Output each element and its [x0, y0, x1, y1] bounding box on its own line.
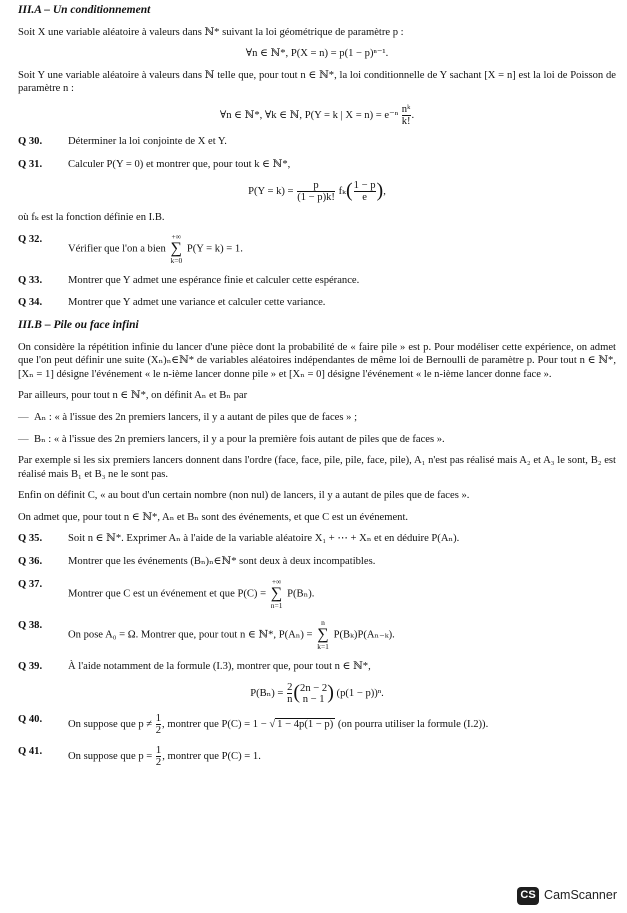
camscanner-logo-icon: CS — [517, 887, 539, 905]
definition-b-text: Bₙ : « à l'issue des 2n premiers lancers, il y a pour la première fois autant de piles que de faces ». — [34, 433, 445, 445]
section-title-b: III.B – Pile ou face infini — [18, 318, 139, 331]
question-number: Q 35. — [18, 533, 43, 545]
binomial-bottom: n − 1 — [302, 693, 325, 705]
q39-tail: (p(1 − p))ⁿ. — [336, 688, 384, 700]
question-text-mid: , montrer que P(C) = 1 − — [162, 719, 267, 731]
paragraph-definitions: Par ailleurs, pour tout n ∈ ℕ*, on définit Aₙ et Bₙ par — [18, 390, 248, 402]
q39-fraction — [287, 682, 292, 705]
fraction-numerator: 1 — [155, 713, 162, 725]
question-text: Montrer que Y admet une variance et calculer cette variance. — [68, 297, 326, 309]
half-fraction — [156, 745, 161, 768]
question-number: Q 41. — [18, 746, 43, 758]
question-30 — [18, 135, 616, 149]
camscanner-watermark — [517, 887, 617, 905]
poisson-fraction — [402, 104, 411, 127]
poisson-lhs: ∀n ∈ ℕ*, ∀k ∈ ℕ, P(Y = k | X = n) = e⁻ⁿ — [219, 109, 399, 121]
section-title-a: III.A – Un conditionnement — [18, 4, 151, 16]
question-32 — [18, 233, 616, 265]
q31-fraction-2 — [354, 180, 376, 203]
sum-symbol: +∞ ∑ n=1 — [270, 576, 283, 610]
geometric-law-formula: ∀n ∈ ℕ*, P(X = n) = p(1 − p)ⁿ⁻¹. — [245, 48, 389, 60]
fraction-denominator: 2 — [155, 757, 162, 769]
question-number: Q 40. — [18, 714, 43, 726]
question-text: Montrer que Y admet une espérance finie et calculer cette espérance. — [68, 274, 360, 286]
question-36 — [18, 555, 616, 569]
question-number: Q 39. — [18, 660, 43, 672]
fraction-numerator: 2 — [287, 682, 293, 694]
question-33 — [18, 274, 616, 288]
question-text — [68, 578, 616, 610]
question-number: Q 31. — [18, 158, 43, 170]
q31-formula: P(Y = k) = $\frac{p}{(1 - p)k!}$ fₖ( $\frac{1 - p}{e}$ ), — [248, 179, 386, 204]
y-definition-paragraph: Soit Y une variable aléatoire à valeurs dans ℕ telle que, pour tout n ∈ ℕ*, la loi conditionnelle de Y sachant [X = n] est la loi de Poisson de paramètre n : — [18, 69, 616, 95]
document-page — [18, 4, 616, 777]
fraction-denominator: n — [287, 694, 293, 706]
fraction-denominator: e — [354, 191, 376, 203]
q31-fraction-1 — [297, 180, 335, 203]
question-text-lead: Vérifier que l'on a bien — [68, 243, 166, 255]
question-text-lead: On suppose que p = — [68, 751, 153, 763]
sum-upper-limit: +∞ — [271, 576, 282, 586]
question-text — [68, 619, 616, 651]
question-38 — [18, 619, 616, 651]
fraction-numerator: 1 — [155, 745, 162, 757]
paragraph-example: Par exemple si les six premiers lancers donnent dans l'ordre (face, face, pile, pile, face, pile), A₁ n'est pas réalisé mais A₂ et A₃ le sont, B₂ est réalisé mais B₁ et B₃ ne le sont pas. — [18, 455, 616, 480]
fraction-numerator: 1 − p — [353, 180, 376, 192]
definition-a-text: Aₙ : « à l'issue des 2n premiers lancers, il y a autant de piles que de faces » ; — [34, 411, 358, 423]
question-number: Q 33. — [18, 274, 43, 286]
paragraph-experiment: On considère la répétition infinie du lancer d'une pièce dont la probabilité de « faire pile » est p. Pour modéliser cette expérience, on admet que l'on peut définir une suite (Xₙ)ₙ∈ℕ* de variables aléatoires indépendantes de même loi de Bernoulli de paramètre p. Pour tout n ∈ ℕ*, [Xₙ = 1] désigne l'événement « le n-ième lancer donne pile » et [Xₙ = 0] désigne l'événement « le n-ième lancer donne face ». — [18, 341, 616, 380]
question-text — [68, 745, 616, 768]
q31-note: où fₖ est la fonction définie en I.B. — [18, 212, 165, 224]
question-text: Montrer que les événements (Bₙ)ₙ∈ℕ* sont deux à deux incompatibles. — [68, 556, 376, 568]
question-text: Déterminer la loi conjointe de X et Y. — [68, 135, 227, 147]
q39-formula: P(Bₙ) = $\frac{2}{n}$ ( 2n − 2 n − 1 ) (p(1 − p))ⁿ. — [250, 681, 384, 706]
definition-a: — Aₙ : « à l'issue des 2n premiers lancers, il y a autant de piles que de faces » ; — [18, 411, 358, 423]
question-text: Calculer P(Y = 0) et montrer que, pour tout k ∈ ℕ*, — [68, 158, 291, 170]
question-text-tail: P(Y = k) = 1. — [186, 243, 243, 255]
intro-paragraph: Soit X une variable aléatoire à valeurs dans ℕ* suivant la loi géométrique de paramètre p : — [18, 26, 404, 38]
question-text: À l'aide notamment de la formule (I.3), montrer que, pour tout n ∈ ℕ*, — [68, 660, 371, 672]
question-number: Q 30. — [18, 135, 43, 147]
paragraph-admission: On admet que, pour tout n ∈ ℕ*, Aₙ et Bₙ sont des événements, et que C est un événement. — [18, 511, 409, 523]
question-number: Q 34. — [18, 297, 43, 309]
question-text-lead: Montrer que C est un événement et que P(C) = — [68, 588, 267, 600]
sum-upper-limit: +∞ — [171, 231, 182, 241]
paragraph-event-c: Enfin on définit C, « au bout d'un certain nombre (non nul) de lancers, il y a autant de piles que de faces ». — [18, 490, 470, 502]
sum-lower-limit: n=1 — [270, 600, 283, 610]
question-37 — [18, 578, 616, 610]
q39-lhs: P(Bₙ) = — [250, 688, 284, 700]
poisson-denominator: k! — [401, 115, 411, 127]
question-text-tail: (on pourra utiliser la formule (I.2)). — [337, 719, 489, 731]
q31-lhs: P(Y = k) = — [248, 186, 294, 198]
question-31 — [18, 158, 616, 172]
question-number: Q 36. — [18, 556, 43, 568]
sum-upper-limit: n — [321, 617, 325, 627]
q31-function: fₖ — [338, 186, 346, 198]
question-text — [68, 233, 616, 265]
question-text-tail: , montrer que P(C) = 1. — [162, 751, 261, 763]
fraction-numerator: p — [313, 180, 319, 192]
sum-symbol: n ∑ k=1 — [317, 617, 329, 651]
question-number: Q 32. — [18, 233, 43, 245]
poisson-law-formula: ∀n ∈ ℕ*, ∀k ∈ ℕ, P(Y = k | X = n) = e⁻ⁿ $\frac{\text{nᵏ}}{k!}$ . — [219, 103, 415, 127]
question-number: Q 38. — [18, 619, 43, 631]
question-40 — [18, 713, 616, 736]
question-text-tail: P(Bₙ). — [287, 588, 315, 600]
question-text-lead: On suppose que p ≠ — [68, 719, 153, 731]
question-text-tail: P(Bₖ)P(Aₙ₋ₖ). — [333, 629, 395, 641]
binomial-top: 2n − 2 — [300, 682, 328, 694]
question-34 — [18, 296, 616, 310]
question-41 — [18, 745, 616, 768]
half-fraction — [156, 713, 161, 736]
question-39 — [18, 660, 616, 674]
question-text-lead: On pose A₀ = Ω. Montrer que, pour tout n ∈ ℕ*, P(Aₙ) = — [68, 629, 313, 641]
fraction-denominator: 2 — [155, 725, 162, 737]
definition-b: — Bₙ : « à l'issue des 2n premiers lancers, il y a pour la première fois autant de piles que de faces ». — [18, 433, 445, 445]
square-root-content: 1 − 4p(1 − p) — [277, 719, 334, 731]
sum-symbol: +∞ ∑ k=0 — [170, 231, 183, 265]
camscanner-brand: CamScanner — [544, 888, 617, 903]
question-text: Soit n ∈ ℕ*. Exprimer Aₙ à l'aide de la variable aléatoire X₁ + ⋯ + Xₙ et en déduire P(Aₙ). — [68, 533, 460, 545]
question-35 — [18, 532, 616, 546]
binomial-coefficient — [300, 683, 327, 705]
poisson-numerator: nᵏ — [401, 103, 411, 115]
question-text: On suppose que p ≠ $\frac{1}{2}$ , montrer que P(C) = 1 − √ 1 − 4p(1 − p) (on pourra utiliser la formule (I.2)). — [68, 713, 489, 737]
sum-lower-limit: k=1 — [317, 641, 329, 651]
question-number: Q 37. — [18, 578, 43, 590]
sum-lower-limit: k=0 — [170, 255, 183, 265]
fraction-denominator: (1 − p)k! — [297, 192, 335, 204]
